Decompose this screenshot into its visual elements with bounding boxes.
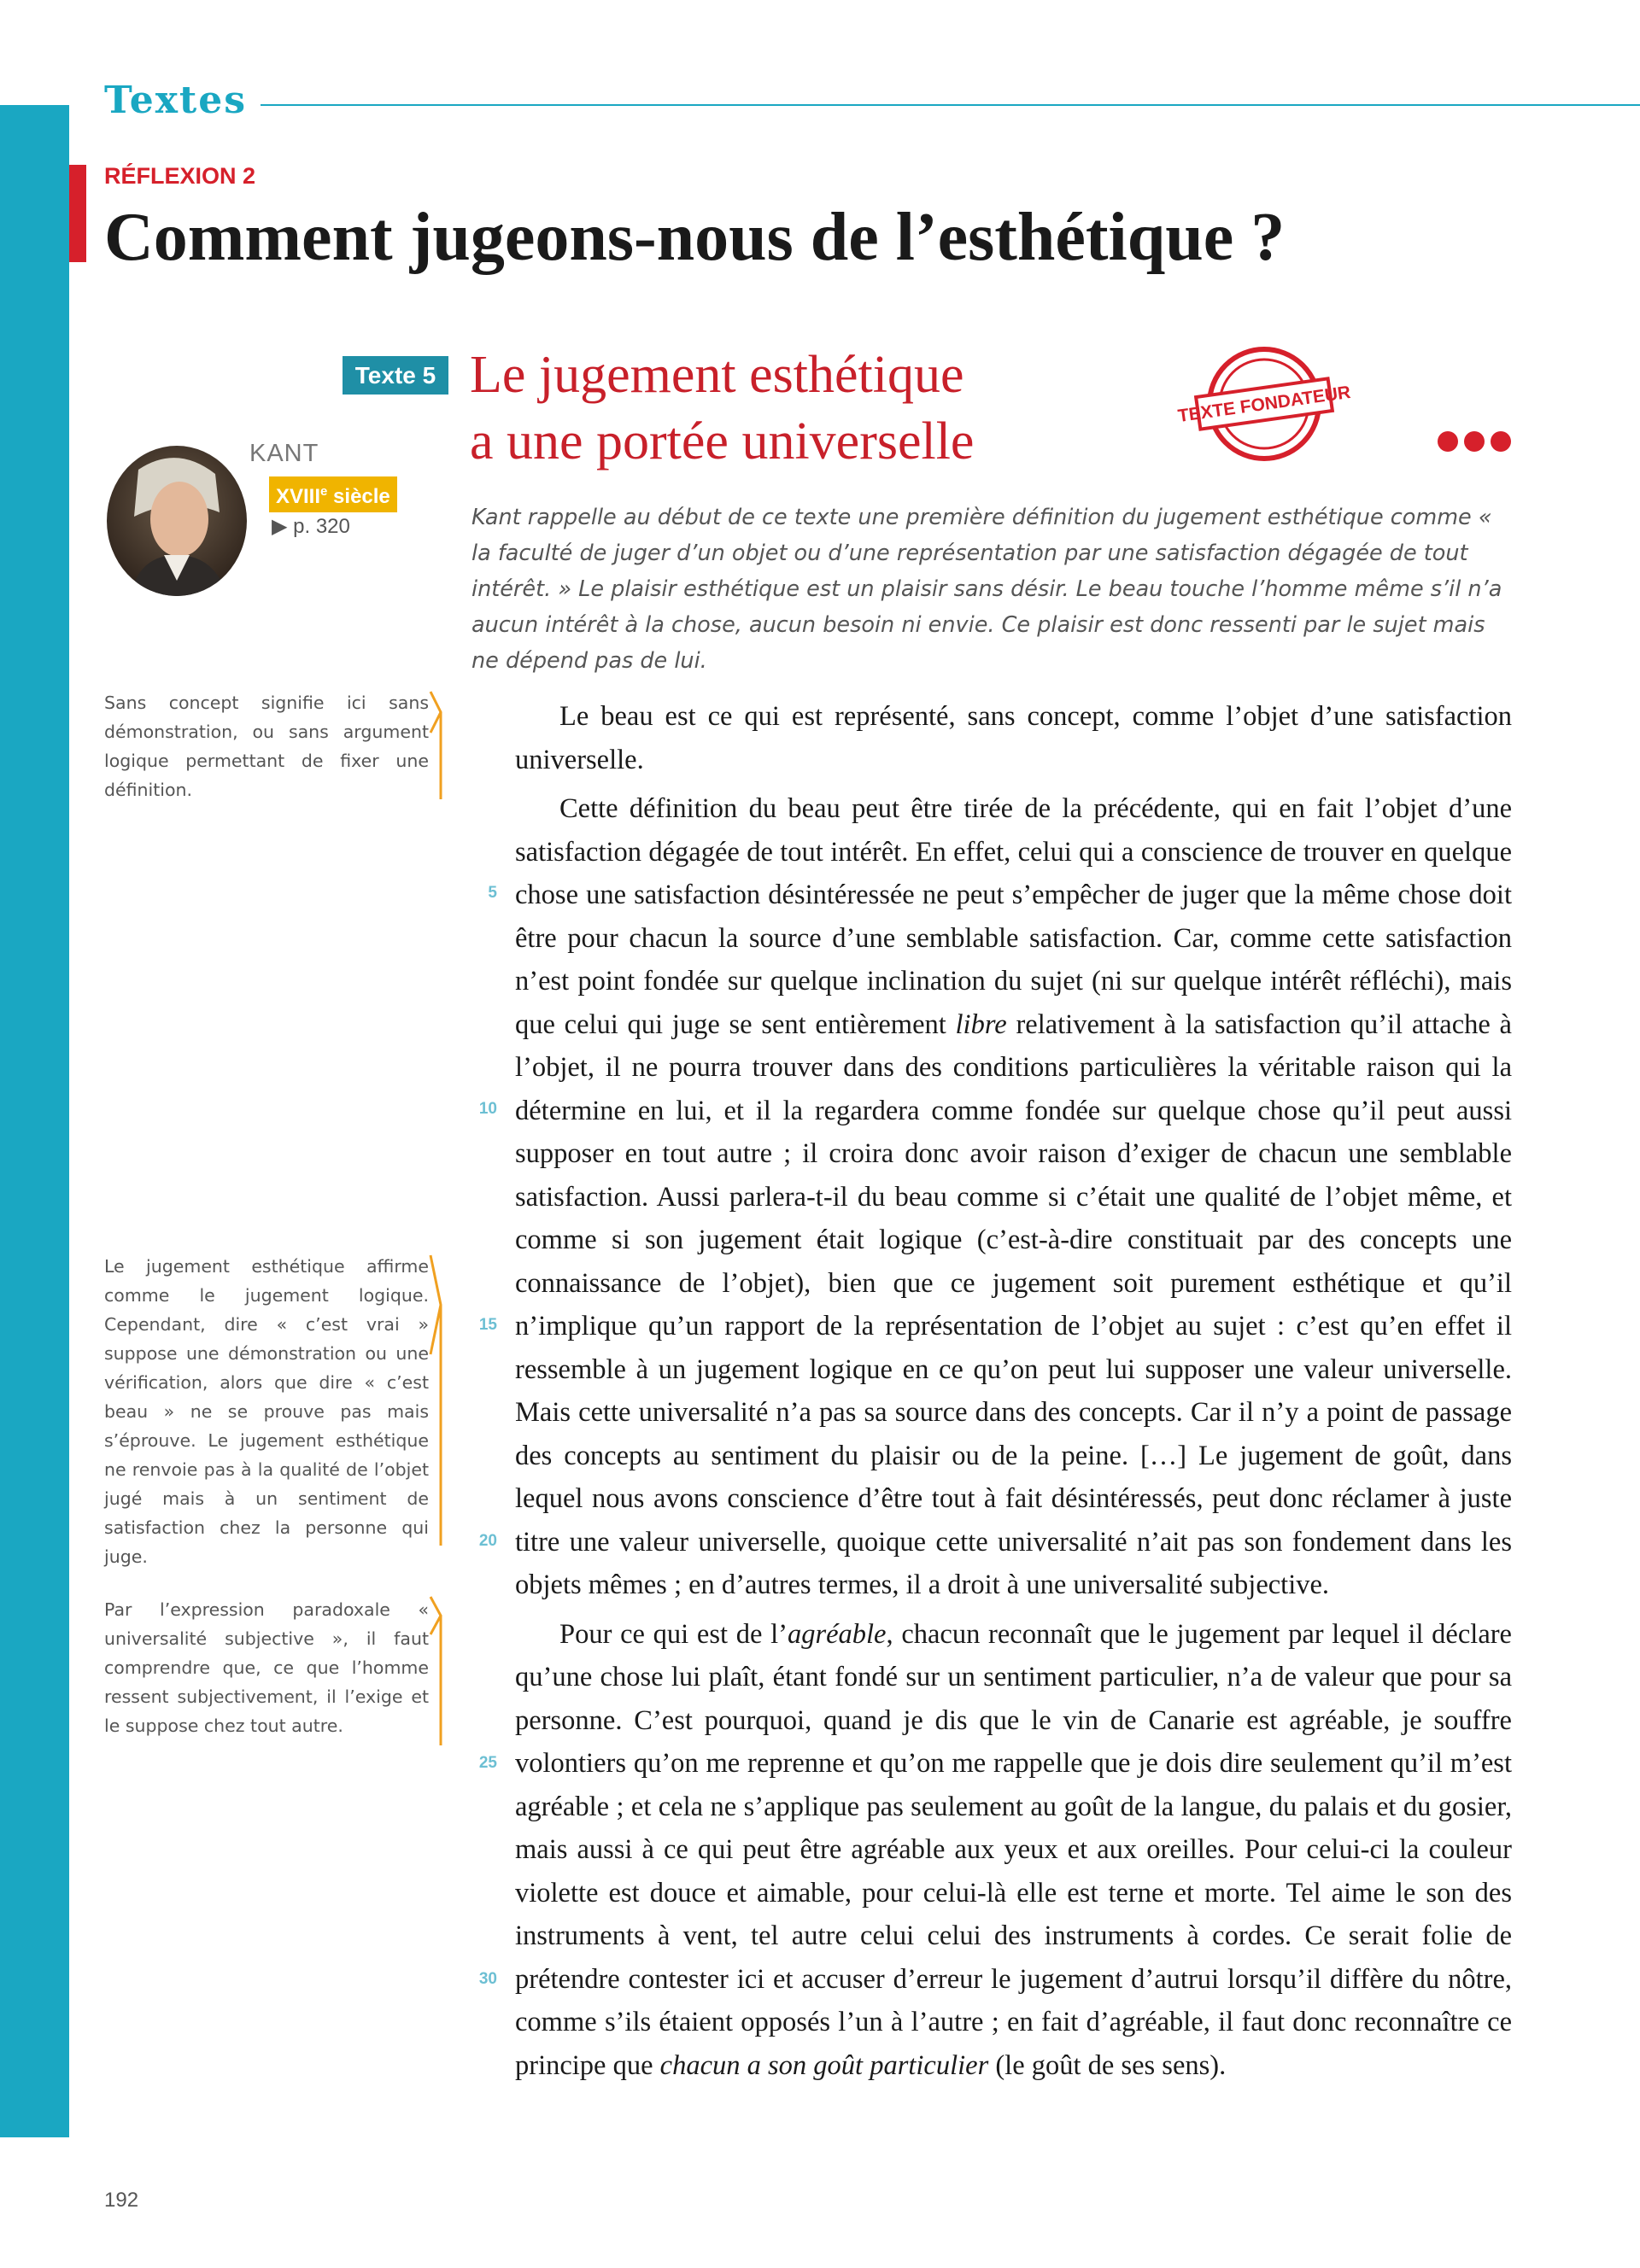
author-name: KANT [249, 440, 319, 467]
author-portrait [104, 444, 249, 598]
side-note-2: Le jugement esthétique affirme comme le jugement logique. Cependant, dire « c’est vrai » suppose une démonstration ou une vérification, alors que dire « c’est beau » ne se prouve pas mais s’éprouve. Le jugement esthétique ne renvoie pas à la qualité de l’objet jugé mais à un sentiment de satisfaction chez la personne qui juge. [104, 1256, 429, 1567]
difficulty-dot [1491, 431, 1511, 452]
paragraph-3-text: (le goût de ses sens). [988, 2049, 1227, 2081]
paragraph-2-text: Cette définition du beau peut être tirée de la précédente, qui en fait l’objet d’une satisfaction dégagée de tout intérêt. En effet, celui qui a conscience de trouver en quelque chose une satisfaction désintéressée ne peut s’empêcher de juger que la même chose doit être pour chacun la source d’une semblable satisfaction. Car, comme cette satisfaction n’est point fondée sur quelque inclination du sujet (ni sur quelque intérêt réfléchi), mais que celui qui juge se sent entièrement [515, 793, 1512, 1040]
note-bracket-icon [429, 1595, 460, 1747]
intro-paragraph [472, 500, 1510, 679]
section-label: Textes [104, 79, 248, 122]
paragraph-2 [515, 787, 1512, 1607]
line-number: 30 [478, 1970, 497, 1988]
difficulty-dots [1438, 431, 1511, 453]
paragraph-3-text: , chacun reconnaît que le jugement par lequel il déclare qu’une chose lui plaît, étant fondé sur un sentiment particulier, n’a de valeur que pour sa personne. C’est pourquoi, quand je dis que le vin de Canarie est agréable, je souffre volontiers qu’on me reprenne et qu’on me rappelle que je dois dire seulement qu’il m’est agréable ; et cela ne s’applique pas seulement au goût de la langue, du palais et du gosier, mais aussi à ce qui peut être agréable aux yeux et aux oreilles. Pour celui-ci la couleur violette est douce et aimable, pour celui-là elle est terne et morte. Tel aime le son des instruments à vent, tel autre celui celui des instruments à cordes. Ce serait folie de prétendre contester ici et accuser d’erreur le jugement d’autrui lorsqu’il diffère du nôtre, comme s’ils étaient opposés l’un à l’autre ; en fait d’agréable, il faut donc reconnaître ce principe que [515, 1618, 1512, 2081]
play-arrow-icon: ▶ [272, 515, 288, 538]
reflexion-label: RÉFLEXION 2 [104, 163, 256, 189]
page-title: Comment jugeons-nous de l’esthétique ? [104, 200, 1286, 275]
header-rule [261, 104, 1640, 106]
difficulty-dot [1438, 431, 1458, 452]
side-note-3: Par l’expression paradoxale « universalité subjective », il faut comprendre que, ce que l’homme ressent subjectivement, il l’exige et le suppose chez tout autre. [104, 1599, 429, 1736]
note-bracket-icon [429, 1254, 460, 1548]
reflexion-marker [69, 165, 86, 262]
century-roman: XVIII [276, 485, 321, 508]
century-word: siècle [333, 485, 390, 508]
page-number: 192 [104, 2189, 139, 2212]
page-reference[interactable] [272, 512, 350, 541]
paragraph-3-text: Pour ce qui est de l’ [559, 1618, 788, 1650]
text-title-line-2: a une portée universelle [470, 412, 975, 471]
intro-text: Kant rappelle au début de ce texte une première définition du jugement esthétique comme « la faculté de juger d’un objet ou d’une représentation par une satisfaction dégagée de tout intérêt. » Le plaisir esthétique est un plaisir sans désir. Le beau touche l’homme même s’il n’a aucun intérêt à la chose, aucun besoin ni envie. Ce plaisir est donc ressenti par le sujet mais ne dépend pas de lui. [472, 505, 1502, 674]
main-text [515, 695, 1512, 2087]
century-badge [269, 476, 397, 512]
page-reference-label: p. 320 [293, 515, 350, 538]
line-number: 25 [478, 1754, 497, 1772]
paragraph-2-text: relativement à la satisfaction qu’il attache à l’objet, il ne pourra trouver dans des conditions particulières la véritable raison qui la détermine en lui, et il la regardera comme fondée sur quelque chose qu’il peut aussi supposer en tout autre ; il croira donc avoir raison d’exiger de chacun une semblable satisfaction. Aussi parlera-t-il du beau comme si c’était une qualité de l’objet même, et comme si son jugement était logique (c’est-à-dire constituait par des concepts une connaissance de l’objet), bien que ce jugement soit purement esthétique et qu’il n’implique qu’un rapport de la représentation de l’objet au sujet : c’est qu’en effet il ressemble à un jugement logique en ce qu’on peut lui supposer une valeur universelle. Mais cette universalité n’a pas sa source dans des concepts. Car il n’y a point de passage des concepts au sentiment du plaisir ou de la peine. […] Le jugement de goût, dans lequel nous avons conscience d’être tout à fait désintéressés, peut donc réclamer à juste titre une valeur universelle, quoique cette universalité n’ait pas son fondement dans les objets mêmes ; en d’autres termes, il a droit à une universalité subjective. [515, 1008, 1512, 1600]
century-sup: e [320, 484, 328, 499]
line-number: 15 [478, 1316, 497, 1334]
text-title-line-1: Le jugement esthétique [470, 346, 964, 404]
text-number-badge: Texte 5 [343, 356, 448, 395]
paragraph-1: Le beau est ce qui est représenté, sans concept, comme l’objet d’une satisfaction universelle. [515, 701, 1512, 775]
emphasis-gout: chacun a son goût particulier [659, 2049, 989, 2081]
difficulty-dot [1464, 431, 1485, 452]
side-note-1: Sans concept signifie ici sans démonstration, ou sans argument logique permettant de fixer une définition. [104, 693, 429, 800]
stamp-text: TEXTE FONDATEUR [1176, 382, 1352, 427]
emphasis-libre: libre [955, 1008, 1007, 1040]
line-number: 5 [488, 884, 497, 902]
line-number: 10 [478, 1100, 497, 1118]
paragraph-3 [515, 1613, 1512, 2088]
texte-fondateur-stamp [1176, 343, 1352, 465]
line-number: 20 [478, 1532, 497, 1550]
left-color-band [0, 105, 69, 2137]
note-bracket-icon [429, 690, 460, 801]
text-title [470, 342, 974, 475]
emphasis-agreable: agréable [787, 1618, 887, 1650]
